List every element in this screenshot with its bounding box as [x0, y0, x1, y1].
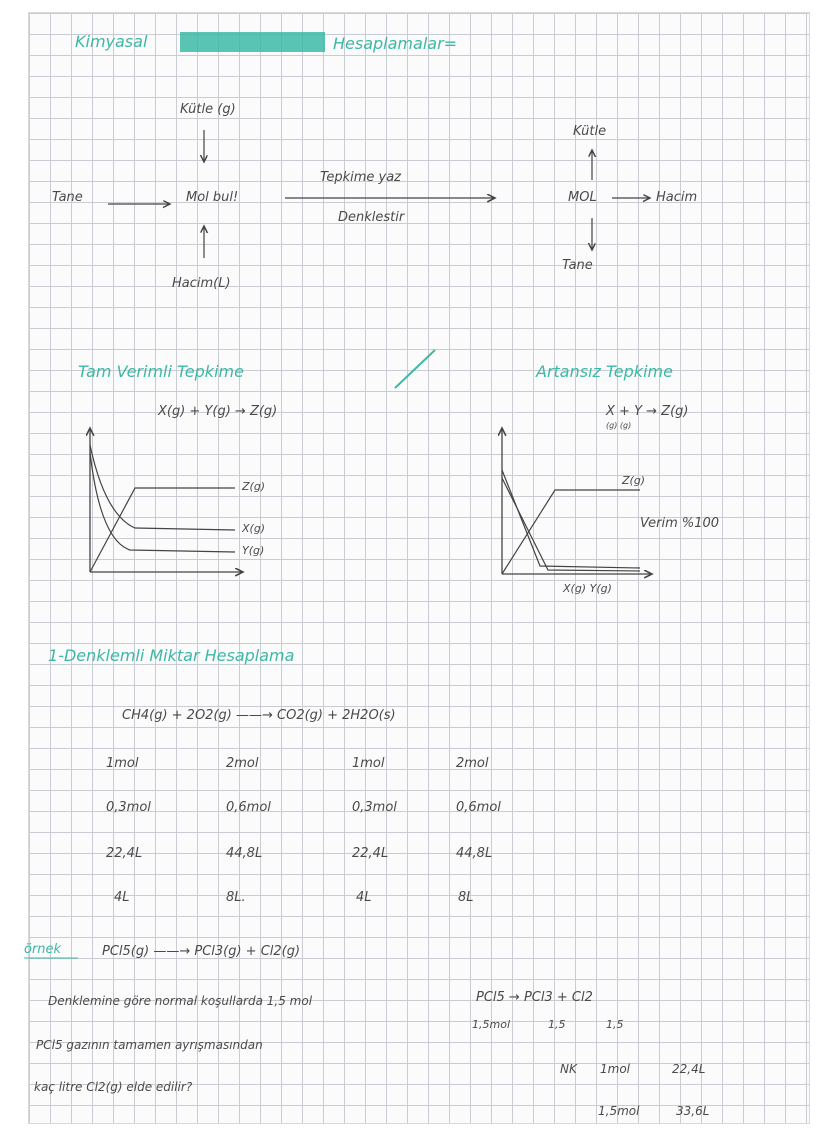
- flow-left-tane: Tane: [52, 190, 83, 205]
- flow-left-mol: Mol bul!: [186, 190, 239, 205]
- graph-right-equation: X + Y → Z(g): [606, 404, 689, 419]
- flow-right-kutle: Kütle: [573, 124, 607, 139]
- flow-right-hacim: Hacim: [656, 190, 698, 205]
- table-r2-c2: 0,6mol: [226, 800, 271, 815]
- right-curve-y: [502, 478, 640, 571]
- flow-right-mol: MOL: [568, 190, 597, 205]
- section1-equation: CH4(g) + 2O2(g) ——→ CO2(g) + 2H2O(s): [122, 708, 396, 723]
- example-question-line3: kaç litre Cl2(g) elde edilir?: [34, 1080, 193, 1094]
- teal-slash: [395, 350, 435, 388]
- example-equation: PCl5(g) ——→ PCl3(g) + Cl2(g): [102, 944, 301, 959]
- flow-arrow-label-top: Tepkime yaz: [320, 170, 402, 185]
- table-r1-c4: 2mol: [456, 756, 489, 771]
- graph-left-title: Tam Verimli Tepkime: [78, 362, 244, 381]
- table-r4-c3: 4L: [356, 890, 372, 905]
- solution-mol-2: 1,5: [548, 1018, 566, 1031]
- table-r3-c2: 44,8L: [226, 846, 263, 861]
- flow-left-hacim: Hacim(L): [172, 276, 231, 291]
- flow-arrow-label-bottom: Denklestir: [338, 210, 405, 225]
- flow-right-tane: Tane: [562, 258, 593, 273]
- title-hesaplamalar: Hesaplamalar=: [333, 34, 458, 53]
- solution-line1-mol: 1mol: [600, 1062, 630, 1076]
- example-question-line1: Denklemine göre normal koşullarda 1,5 mol: [48, 994, 313, 1008]
- title-kimyasal: Kimyasal: [75, 32, 148, 51]
- graph-right-equation-sub: (g) (g): [606, 421, 632, 430]
- teal-highlight: [180, 32, 325, 52]
- example-question-line2: PCl5 gazının tamamen ayrışmasından: [36, 1038, 263, 1052]
- table-r1-c1: 1mol: [106, 756, 139, 771]
- solution-nk: NK: [560, 1062, 577, 1076]
- solution-mol-3: 1,5: [606, 1018, 624, 1031]
- table-r2-c4: 0,6mol: [456, 800, 501, 815]
- flow-left-kutle: Kütle (g): [180, 102, 236, 117]
- right-curve-z: [502, 490, 640, 574]
- table-r3-c1: 22,4L: [106, 846, 143, 861]
- table-r4-c2: 8L.: [226, 890, 246, 905]
- table-r3-c4: 44,8L: [456, 846, 493, 861]
- graph-right-label-z: Z(g): [622, 474, 646, 487]
- solution-equation: PCl5 → PCl3 + Cl2: [476, 990, 593, 1005]
- table-r3-c3: 22,4L: [352, 846, 389, 861]
- graph-left-label-y: Y(g): [242, 544, 265, 557]
- graph-right-bottom-labels: X(g) Y(g): [563, 582, 612, 595]
- solution-line2-mol: 1,5mol: [598, 1104, 640, 1118]
- table-r4-c4: 8L: [458, 890, 474, 905]
- table-r4-c1: 4L: [114, 890, 130, 905]
- graph-right-title: Artansız Tepkime: [536, 362, 673, 381]
- graph-left-equation: X(g) + Y(g) → Z(g): [158, 404, 278, 419]
- table-r1-c2: 2mol: [226, 756, 259, 771]
- table-r2-c3: 0,3mol: [352, 800, 397, 815]
- left-curve-y: [90, 452, 235, 552]
- graph-right-yield: Verim %100: [640, 516, 720, 531]
- table-r1-c3: 1mol: [352, 756, 385, 771]
- table-r2-c1: 0,3mol: [106, 800, 151, 815]
- section1-title: 1-Denklemli Miktar Hesaplama: [48, 646, 295, 665]
- solution-line2-vol: 33,6L: [676, 1104, 710, 1118]
- graph-left-label-z: Z(g): [242, 480, 266, 493]
- solution-mol-1: 1,5mol: [472, 1018, 510, 1031]
- example-label: örnek: [24, 942, 62, 957]
- solution-line1-vol: 22,4L: [672, 1062, 706, 1076]
- graph-left-label-x: X(g): [242, 522, 266, 535]
